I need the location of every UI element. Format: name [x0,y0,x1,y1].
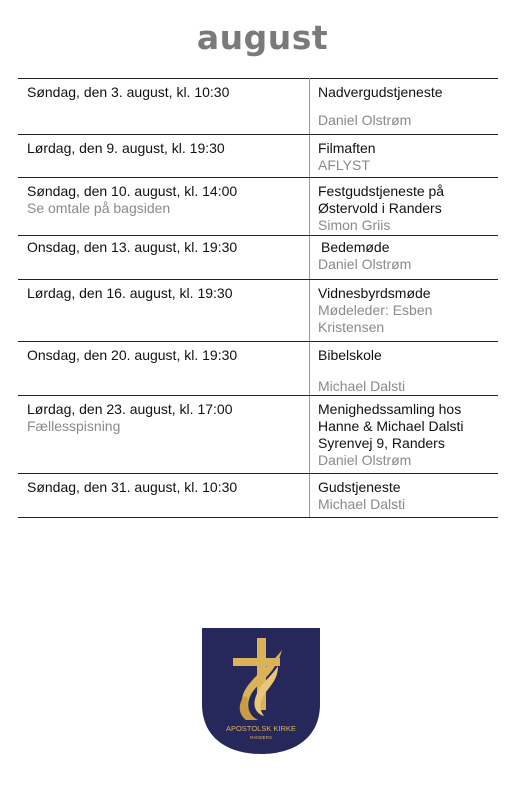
event-info-cell [310,280,499,342]
event-info-cell [310,79,499,135]
logo-location: RANDERS [249,735,273,740]
event-title: Nadvergudstjeneste [318,84,443,100]
event-leader: Daniel Olstrøm [318,112,412,128]
logo-name: APOSTOLSK KIRKE [226,724,296,733]
church-logo [200,626,322,756]
table-row [18,342,498,396]
event-info-cell [310,396,499,474]
event-date: Lørdag, den 9. august, kl. 19:30 [27,140,225,156]
event-title: Bibelskole [318,347,382,363]
event-leader: Daniel Olstrøm [318,256,412,272]
event-date-cell [18,342,310,396]
event-date-cell [18,236,310,280]
event-date: Lørdag, den 23. august, kl. 17:00 [27,401,233,417]
event-title: Vidnesbyrdsmøde [318,285,431,301]
table-row [18,79,498,135]
event-date-cell [18,135,310,178]
event-date-cell [18,178,310,236]
event-leader: Daniel Olstrøm [318,452,412,468]
event-title: Gudstjeneste [318,479,401,495]
event-title-line: Hanne & Michael Dalsti [318,418,464,434]
page-title: august [196,18,329,57]
event-date: Søndag, den 3. august, kl. 10:30 [27,84,230,100]
event-title: Festgudstjeneste på [318,183,445,199]
event-date-cell [18,79,310,135]
event-title-line: Østervold i Randers [318,200,442,216]
event-date-cell [18,280,310,342]
event-info-cell [310,236,499,280]
event-title: Menighedssamling hos [318,401,462,417]
table-row [18,135,498,178]
event-date: Søndag, den 31. august, kl. 10:30 [27,479,238,495]
event-note: Se omtale på bagsiden [27,200,171,216]
event-leader: Simon Griis [318,217,391,233]
table-row [18,280,498,342]
event-status: AFLYST [318,157,370,173]
event-date-cell [18,396,310,474]
event-info-cell [310,474,499,518]
event-info-cell [310,342,499,396]
event-leader: Mødeleder: Esben Kristensen [318,302,433,335]
table-row [18,474,498,518]
event-schedule-table [18,78,498,518]
table-row [18,396,498,474]
event-note: Fællesspisning [27,418,121,434]
event-date: Onsdag, den 13. august, kl. 19:30 [27,239,238,255]
event-info-cell [310,135,499,178]
event-title: Filmaften [318,140,376,156]
event-leader: Michael Dalsti [318,378,406,394]
church-logo-emblem [200,626,322,756]
table-row [18,178,498,236]
event-info-cell [310,178,499,236]
event-date: Lørdag, den 16. august, kl. 19:30 [27,285,233,301]
event-date: Søndag, den 10. august, kl. 14:00 [27,183,238,199]
event-title: Bedemøde [321,239,390,255]
event-leader: Michael Dalsti [318,496,406,512]
event-date: Onsdag, den 20. august, kl. 19:30 [27,347,238,363]
event-address: Syrenvej 9, Randers [318,435,445,451]
event-date-cell [18,474,310,518]
table-row [18,236,498,280]
